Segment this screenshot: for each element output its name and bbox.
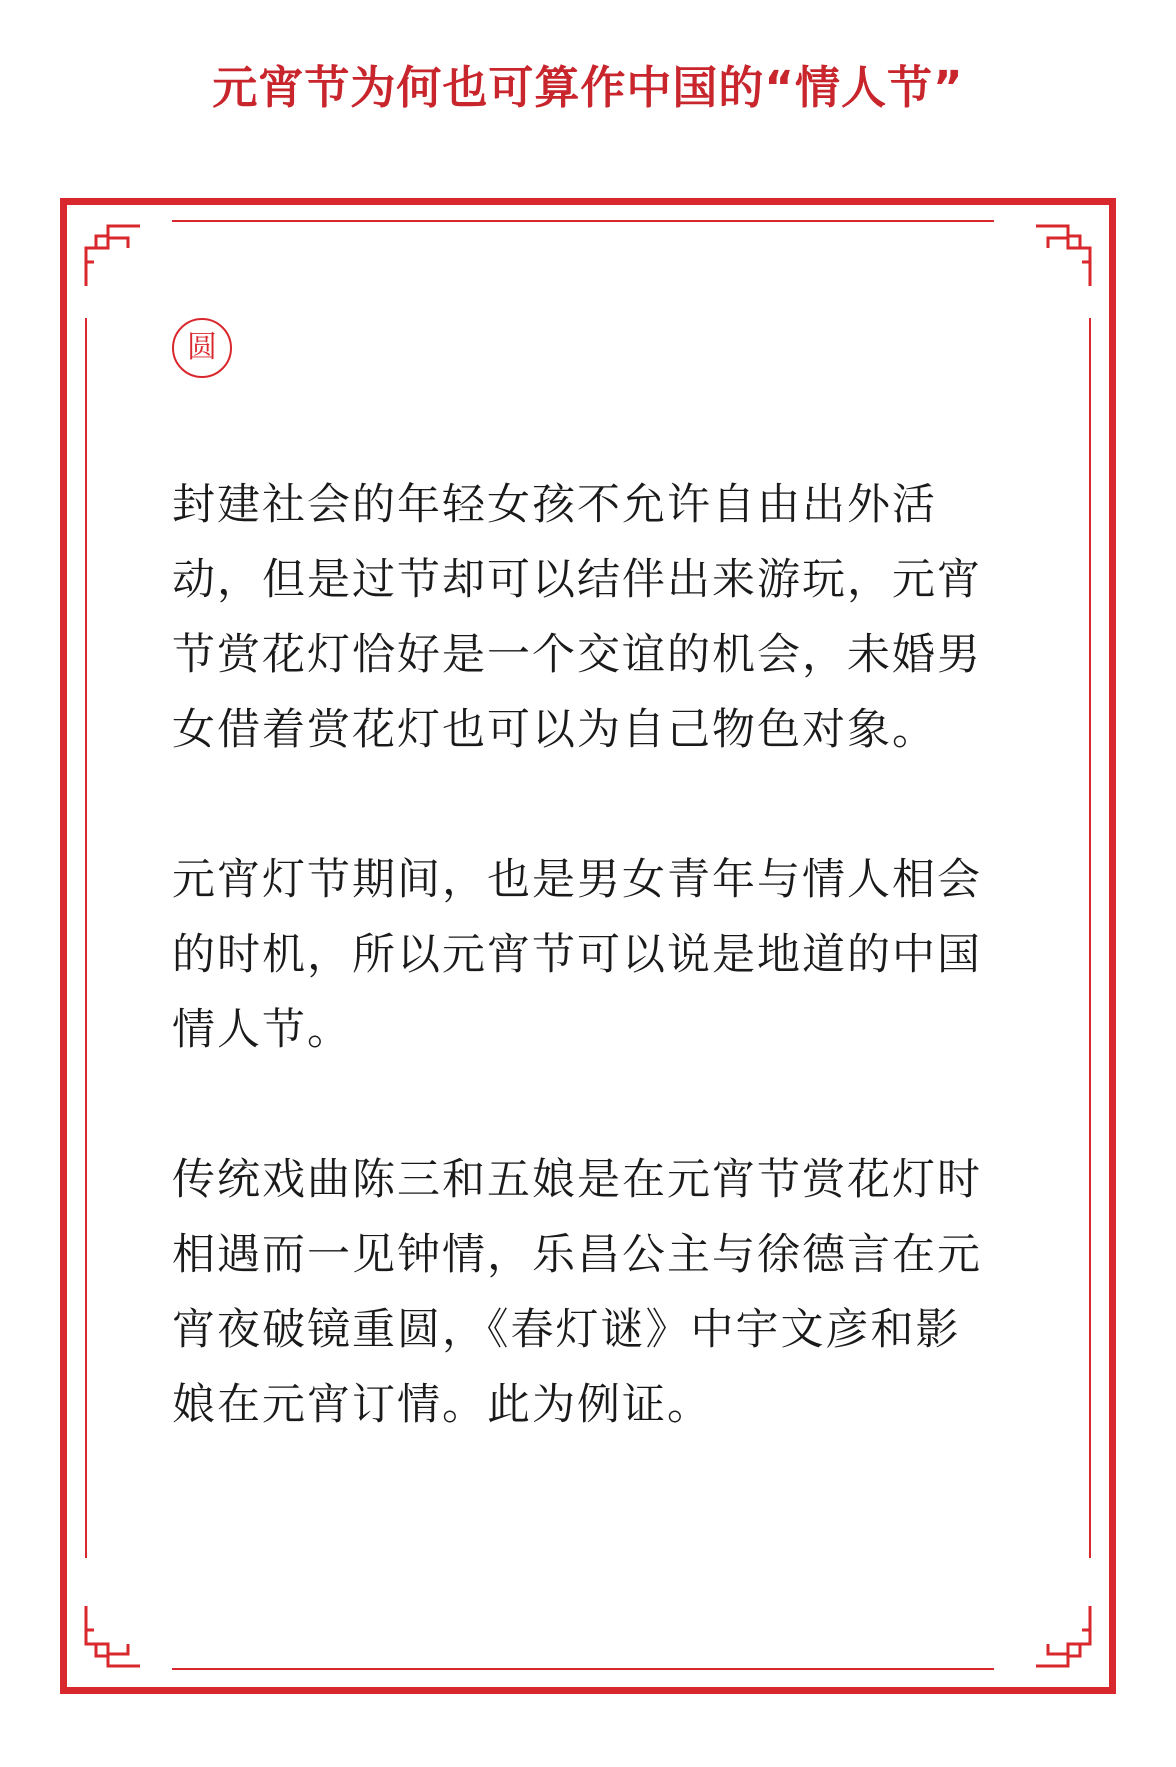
frame-top-line [172,220,994,222]
frame-bottom-line [172,1668,994,1670]
paragraph-3: 传统戏曲陈三和五娘是在元宵节赏花灯时相遇而一见钟情，乐昌公主与徐德言在元宵夜破镜重圆，《春灯谜》中宇文彦和影娘在元宵订情。此为例证。 [172,1155,982,1430]
frame-left-line [85,318,87,1558]
corner-ornament-bottom-left [84,1604,148,1668]
frame-right-line [1089,318,1091,1558]
circle-seal-icon: 圆 [172,318,232,378]
paragraph-2: 元宵灯节期间，也是男女青年与情人相会的时机，所以元宵节可以说是地道的中国情人节。 [172,855,982,1055]
corner-ornament-top-right [1028,224,1092,288]
corner-ornament-top-left [84,224,148,288]
article-body [172,468,1004,1518]
article-title: 元宵节为何也可算作中国的“情人节” [212,61,964,114]
corner-ornament-bottom-right [1028,1604,1092,1668]
paragraph-1: 封建社会的年轻女孩不允许自由出外活动，但是过节却可以结伴出来游玩，元宵节赏花灯恰好是一个交谊的机会，未婚男女借着赏花灯也可以为自己物色对象。 [172,480,982,755]
